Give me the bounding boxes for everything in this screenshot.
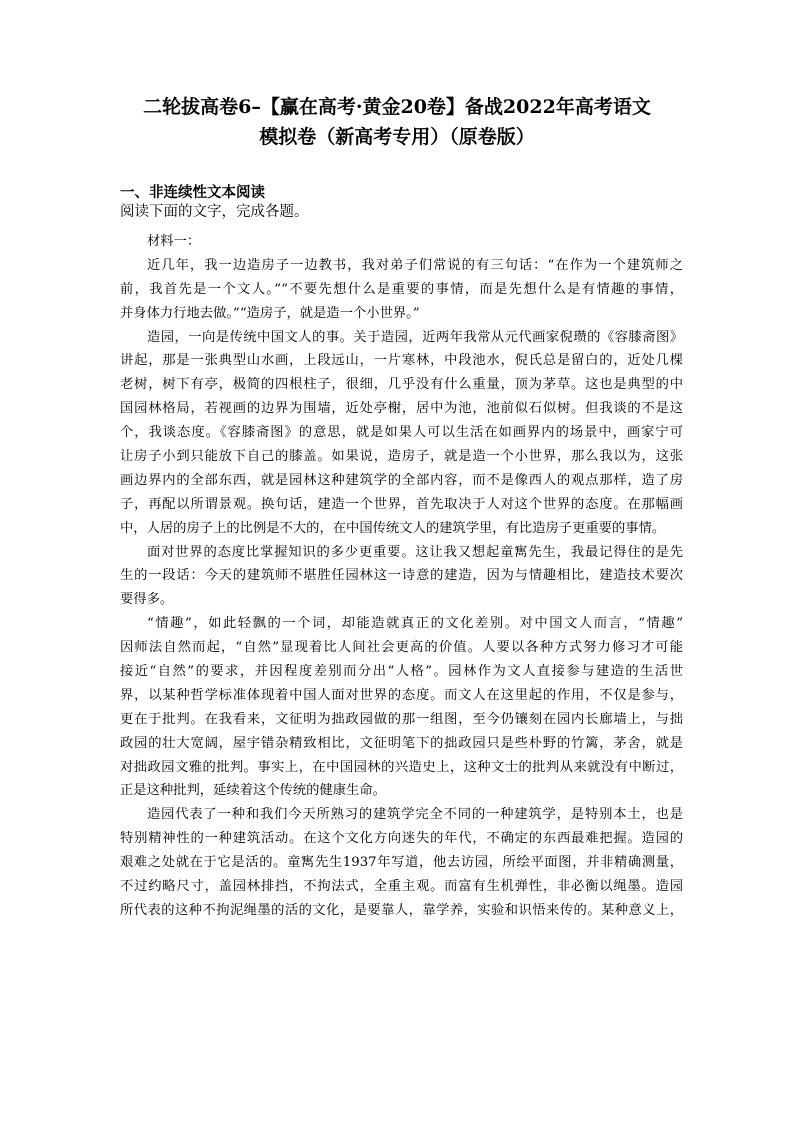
passage-line: 讲起，那是一张典型山水画，上段远山，一片寒林，中段池水，倪氏总是留白的，近处几棵 bbox=[120, 353, 683, 369]
passage-line: 特别精神性的一种建筑活动。在这个文化方向迷失的年代，不确定的东西最难把握。造园的 bbox=[120, 831, 683, 847]
passage-line: 面对世界的态度比掌握知识的多少更重要。这让我又想起童寯先生，我最记得住的是先 bbox=[147, 544, 683, 560]
passage-line: 接近“自然”的要求，并因程度差别而分出“人格”。园林作为文人直接参与建造的生活世 bbox=[120, 664, 683, 680]
passage-line: 政园的壮大宽阔，屋宇错杂精致相比，文征明笔下的拙政园只是些朴野的竹篱，茅舍，就是 bbox=[120, 735, 683, 751]
passage-line: 造园代表了一种和我们今天所熟习的建筑学完全不同的一种建筑学，是特别本土，也是 bbox=[147, 807, 683, 823]
passage-line: 更在于批判。在我看来，文征明为拙政园做的那一组图，至今仍镶刻在园内长廊墙上，与拙 bbox=[120, 711, 683, 727]
passage-line: “情趣”，如此轻飘的一个词，却能造就真正的文化差别。对中国文人而言，“情趣” bbox=[147, 616, 683, 632]
title-line: 模拟卷（新高考专用）（原卷版） bbox=[259, 126, 535, 148]
passage-line: 因师法自然而起，“自然”显现着比人间社会更高的价值。人要以各种方式努力修习才可能 bbox=[120, 640, 683, 656]
passage-line: 让房子小到只能放下自己的膝盖。如果说，造房子，就是造一个小世界，那么我以为，这张 bbox=[120, 449, 683, 465]
passage-body bbox=[120, 230, 683, 923]
passage-line: 艰难之处就在于它是活的。童寯先生1937年写道，他去访园，所绘平面图，并非精确测量， bbox=[120, 855, 683, 871]
passage-line: 所代表的这种不拘泥绳墨的活的文化，是要靠人，靠学养，实验和识悟来传的。某种意义上， bbox=[120, 902, 683, 918]
passage-line: 造园，一向是传统中国文人的事。关于造园，近两年我常从元代画家倪瓒的《容膝斋图》 bbox=[147, 329, 683, 345]
passage-line: 对拙政园文雅的批判。事实上，在中国园林的兴造史上，这种文士的批判从来就没有中断过， bbox=[120, 759, 683, 775]
passage-line: 材料一： bbox=[147, 234, 201, 249]
passage-line: 老树，树下有亭，极简的四根柱子，很细，几乎没有什么重量，顶为茅草。这也是典型的中 bbox=[120, 377, 683, 393]
passage-line: 界，以某种哲学标准体现着中国人面对世界的态度。而文人在这里起的作用，不仅是参与， bbox=[120, 687, 683, 703]
passage-line: 个，我谈态度。《容膝斋图》的意思，就是如果人可以生活在如画界内的场景中，画家宁可 bbox=[120, 425, 683, 441]
passage-line: 不过约略尺寸，盖园林排挡，不拘法式，全重主观。而富有生机弹性，非必衡以绳墨。造园 bbox=[120, 879, 683, 895]
section-heading: 一、非连续性文本阅读 bbox=[120, 185, 265, 201]
passage-line: 前，我首先是一个文人。”“不要先想什么是重要的事情，而是先想什么是有情趣的事情， bbox=[120, 281, 683, 297]
passage-line: 近几年，我一边造房子一边教书，我对弟子们常说的有三句话：“在作为一个建筑师之 bbox=[147, 257, 683, 273]
passage-line: 子，再配以所谓景观。换句话，建造一个世界，首先取决于人对这个世界的态度。在那幅画 bbox=[120, 496, 683, 512]
passage-line: 并身体力行地去做。”“造房子，就是造一个小世界。” bbox=[120, 305, 420, 321]
instruction-text: 阅读下面的文字，完成各题。 bbox=[120, 204, 309, 220]
passage-line: 要得多。 bbox=[120, 592, 174, 608]
title-line: 二轮拔高卷6–【赢在高考·黄金20卷】备战2022年高考语文 bbox=[143, 96, 651, 118]
passage-line: 画边界内的全部东西，就是园林这种建筑学的全部内容，而不是像西人的观点那样，造了房 bbox=[120, 472, 683, 488]
passage-line: 中，人居的房子上的比例是不大的，在中国传统文人的建筑学里，有比造房子更重要的事情。 bbox=[120, 520, 666, 536]
document-title bbox=[110, 92, 684, 152]
passage-line: 国园林格局，若视画的边界为围墙，近处亭榭，居中为池，池前似石似树。但我谈的不是这 bbox=[120, 401, 683, 417]
passage-line: 生的一段话：今天的建筑师不堪胜任园林这一诗意的建造，因为与情趣相比，建造技术要次 bbox=[120, 568, 683, 584]
passage-line: 正是这种批判，延续着这个传统的健康生命。 bbox=[120, 783, 386, 799]
